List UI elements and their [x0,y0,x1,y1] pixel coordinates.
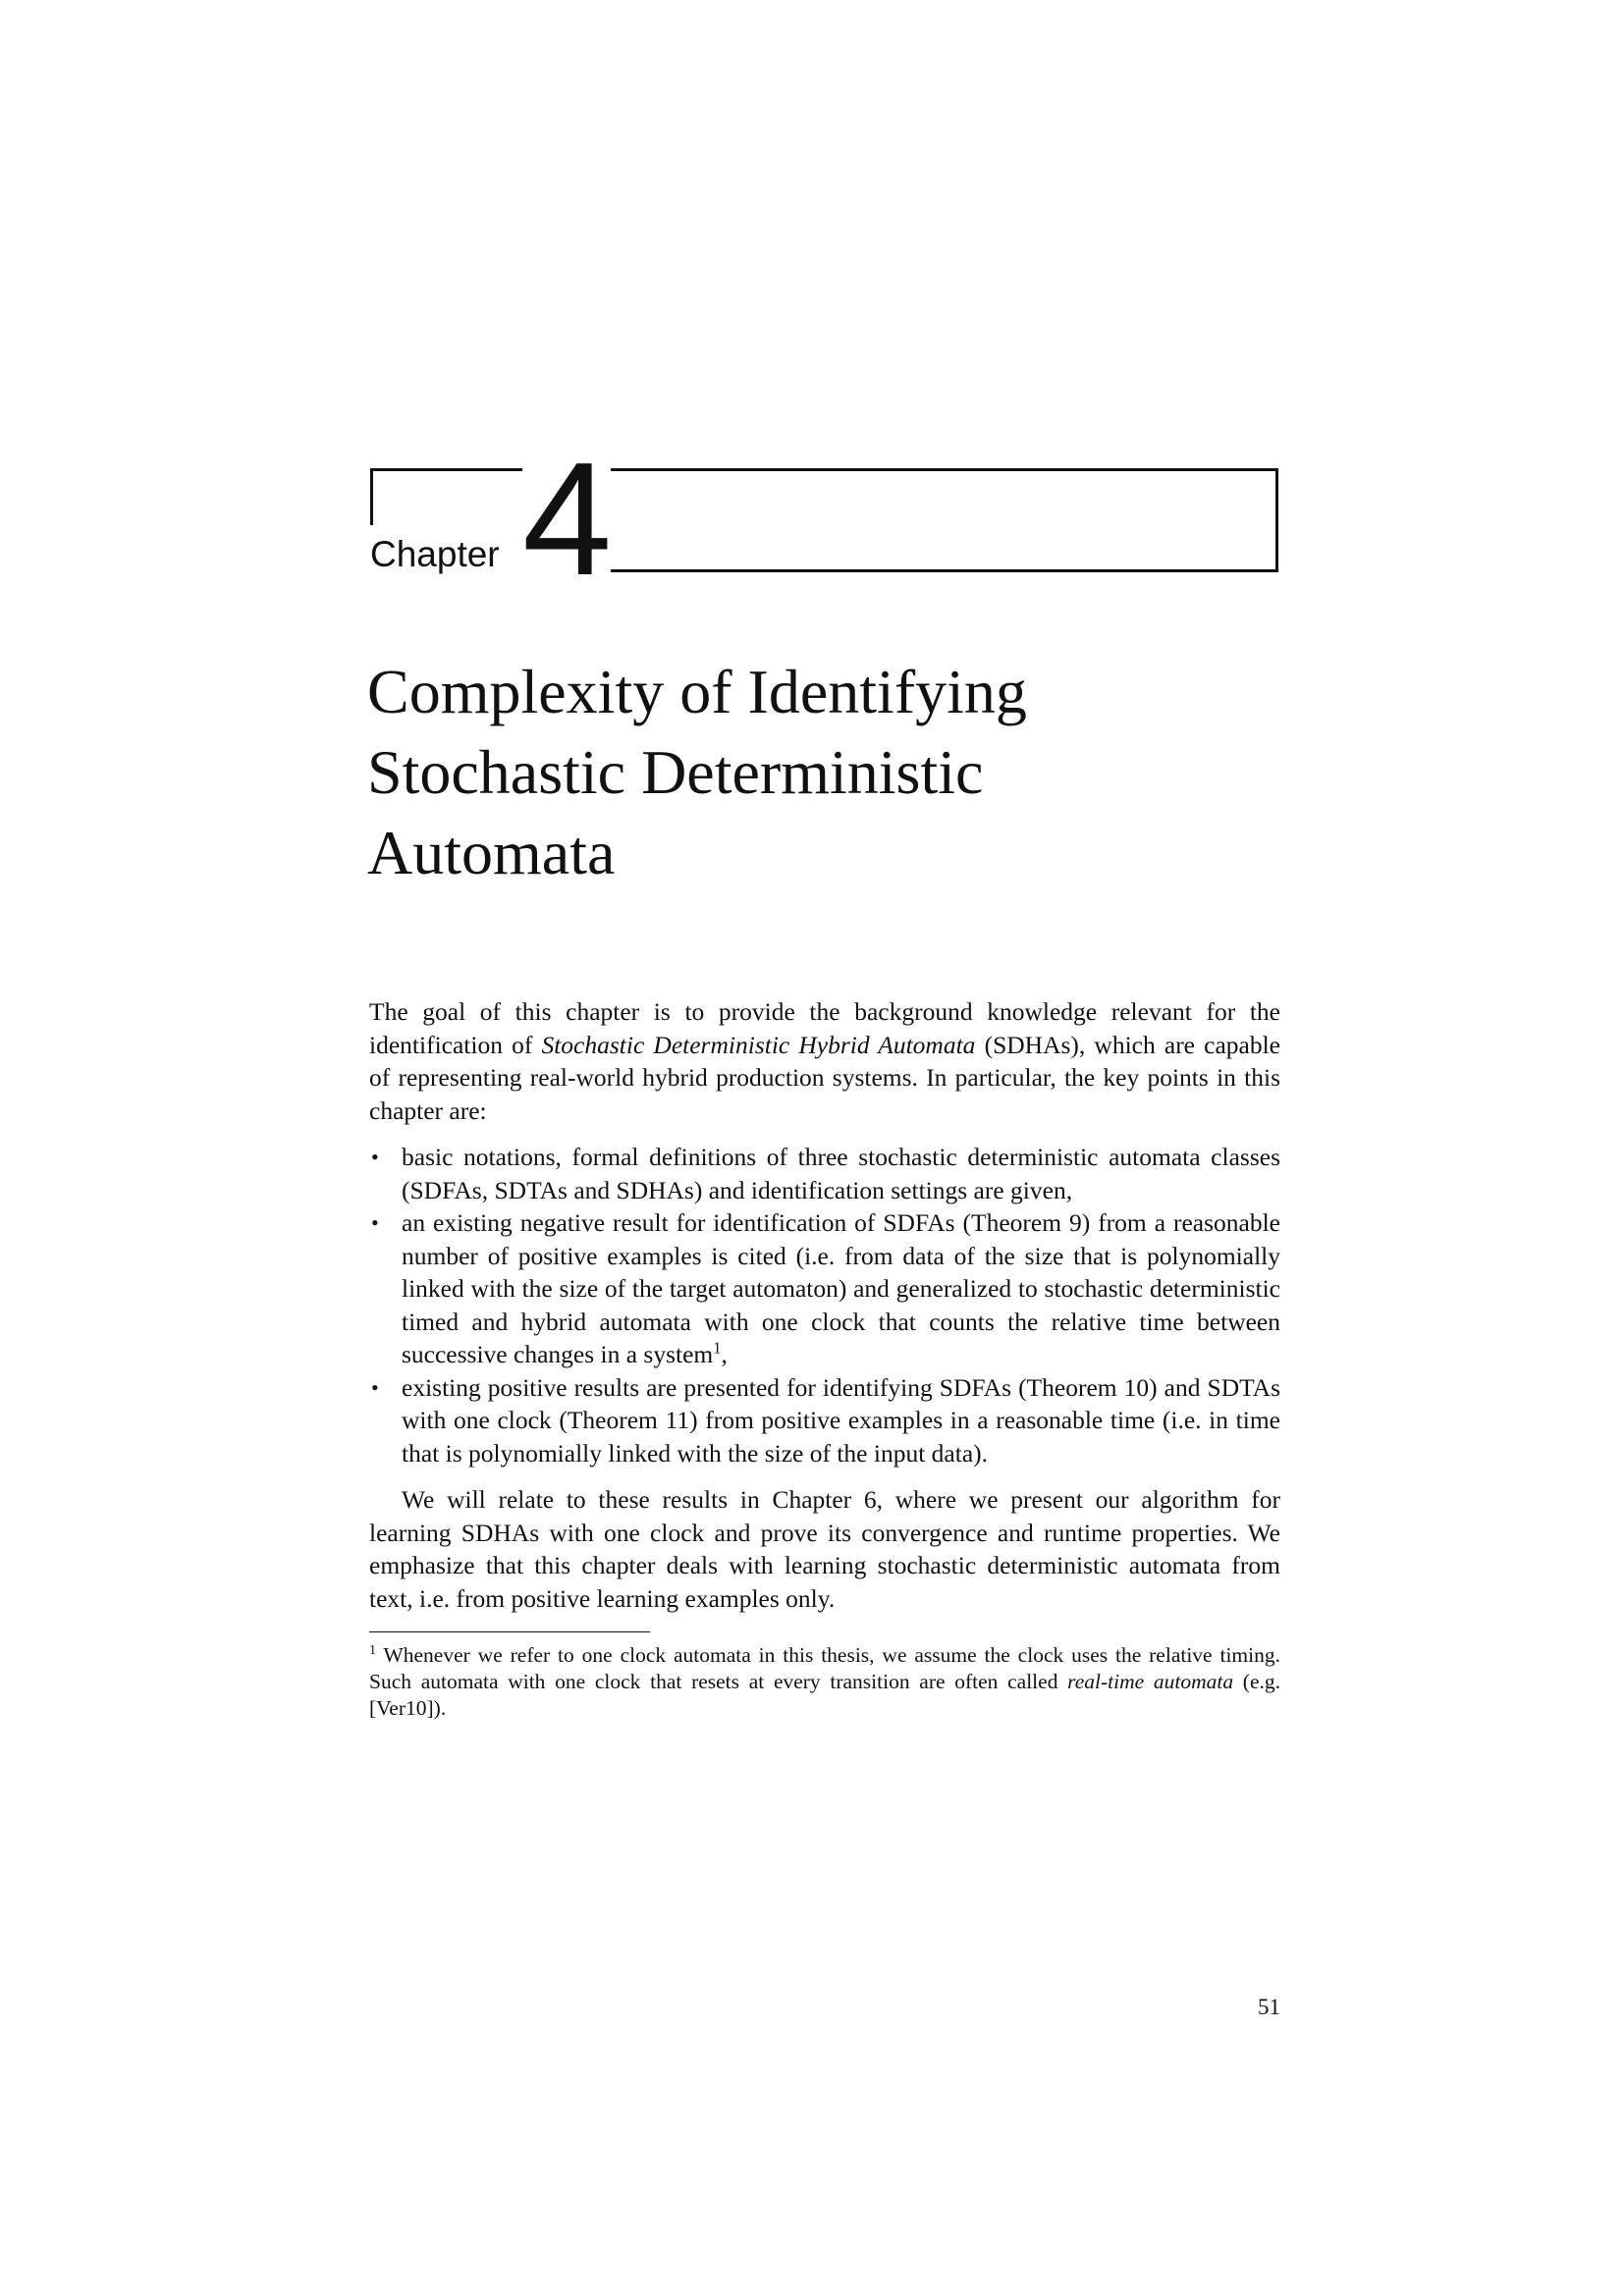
list-item [369,1206,1280,1371]
chapter-label: Chapter [370,534,500,574]
bullet-icon: • [371,1374,379,1400]
bullet-icon: • [371,1210,379,1235]
chapter-frame-left-vertical-rule [370,468,373,525]
chapter-number: 4 [522,429,613,609]
list-item-text: existing positive results are presented for identifying SDFAs (Theorem 10) and SDTAs with one clock (Theorem 11) from positive examples in a reasonable time (i.e. in time that is polynomially linked with the size of the input data). [402,1372,1280,1468]
intro-italic-term: Stochastic Deterministic Hybrid Automata [541,1030,976,1059]
chapter-frame-left-top-rule [370,468,522,471]
chapter-title [367,652,1280,893]
list-item-text: basic notations, formal definitions of three stochastic deterministic automata classes (SDFAs, SDTAs and SDHAs) and identification settings are given, [402,1143,1280,1204]
chapter-body [369,995,1280,1615]
footnote-separator [369,1631,650,1632]
bullet-icon: • [371,1145,379,1169]
list-item [369,1141,1280,1206]
intro-paragraph [369,995,1280,1127]
list-item-text: an existing negative result for identification of SDFAs (Theorem 9) from a reasonable number of positive examples is cited (i.e. from data of the size that is polynomially linked with the size of the target automaton) and generalized to stochastic deterministic timed and hybrid automata with one clock that counts the relative time between successive changes in a system [402,1208,1280,1368]
chapter-title-line: Complexity of Identifying [367,657,1027,726]
intro-text-end: (SDHAs), which are capable of representing real-world hybrid production systems. In particular, the key points in this chapter are: [369,1030,1280,1125]
list-item-tail: , [721,1340,728,1368]
page-number: 51 [1258,1995,1280,2019]
footnote-marker: 1 [369,1642,376,1658]
chapter-frame-box [611,468,1278,572]
list-item [369,1371,1280,1470]
footnote-text-start: Whenever we refer to one clock automata in this thesis, we assume the clock uses the relative timing. Such automata with one clock that resets at every transition are often called [369,1643,1280,1693]
key-points-list [369,1141,1280,1469]
chapter-title-line: Stochastic Deterministic [367,737,984,807]
footnote [369,1642,1280,1722]
footnote-italic-term: real-time automata [1067,1670,1234,1693]
footnote-reference[interactable]: 1 [713,1338,722,1358]
closing-paragraph: We will relate to these results in Chapter 6, where we present our algorithm for learning SDHAs with one clock and prove its convergence and runtime properties. We emphasize that this chapter deals with learning stochastic deterministic automata from text, i.e. from positive learning examples only. [369,1485,1280,1613]
chapter-title-line: Automata [367,818,616,887]
footnote-text-end: (e.g. [Ver10]). [369,1670,1280,1720]
intro-text-start: The goal of this chapter is to provide the background knowledge relevant for the identification of [369,997,1280,1059]
